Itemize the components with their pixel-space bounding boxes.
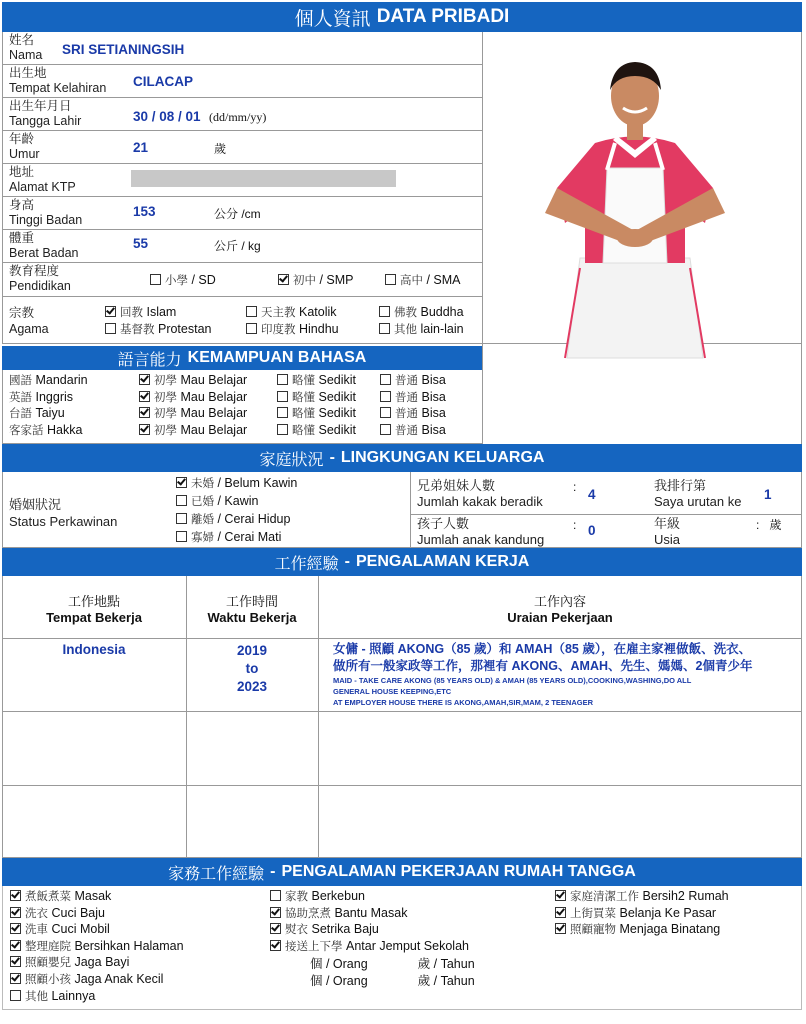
address-redacted — [131, 170, 396, 187]
edu-opt-smp[interactable]: 初中 / SMP — [278, 272, 354, 288]
lang-hakka-basic[interactable]: 初學 Mau Belajar — [139, 422, 247, 438]
lang-row-taiyu: 台語 Taiyu 初學 Mau Belajar 略懂 Sedikit 普通 Bisa — [9, 406, 446, 420]
education-label: 教育程度 Pendidikan — [9, 264, 71, 293]
checkbox[interactable] — [176, 531, 187, 542]
family-bar: 家庭狀況 - LINGKUNGAN KELUARGA — [2, 444, 802, 472]
hh-jaga-bayi[interactable]: 照顧嬰兒 Jaga Bayi — [10, 954, 184, 971]
household-bar: 家務工作經驗 - PENGALAMAN PEKERJAAN RUMAH TANGGA — [2, 858, 802, 886]
siblings-value: 4 — [588, 487, 596, 502]
biodata-page: 個人資訊 DATA PRIBADI 姓名 Nama SRI SETIANINGSIH 出生地 Tempat Kelahiran CILACAP 出生年月日 Tangga Lahir 30 / 08 / 01 (dd/mm/yy) 年齡 Umur 21 歲 地址 Alamat KTP 身高 Tinggi Badan 153 公分 /cm 體重 Berat Badan 55 公斤 / kg 教育程度 Pendidikan 小學 / SD 初中 / SMP 高中 / SMA 宗教 Agama 回教 Islam 天主教 Katolik 佛教 Buddha 基督教 Protestan 印度教 Hindhu 其他 lain-lain 語言能力 KEMAMPUAN BAHASA 國語 Mandarin 初學 Mau Belajar 略懂 Sedikit 普通 Bisa 英語 Inggris 初學 Mau Belajar 略懂 Sedikit 普通 Bisa 台語 Taiyu 初學 Mau Belajar 略懂 Sedikit 普通 Bisa 客家話 Hakka 初學 Mau Belajar 略懂 Sedikit 普通 Bisa 家庭狀況 - LINGKUNGAN KELUARGA 婚姻狀況 Status Perkawinan 未婚 / Belum Kawin 已婚 / Kawin 離婚 / Cerai Hidup 寡婦 / Cerai Mati 兄弟姐妹人數 Jumlah kakak beradik : 4 我排行第 Saya urutan ke 1 孩子人數 Jumlah anak kandung : 0 年級 Usia : 歲 工作經驗 - PENGALAMAN KERJA 工作地點 Tempat Bekerja 工作時間 Waktu Bekerja 工作內容 Uraian Pekerjaan Indonesia 2019 to 2023 女傭 - 照顧 AKONG（85 歲）和 AMAH（85 歲），在雇主家裡做飯、洗衣、 做所有一般家政等工作，那裡有 AKONG、AMAH、先生、媽媽、2個青少年 MAID - TAKE CARE AKONG (85 YEARS OLD) & AMAH (85 YEARS OLD),COOKING,WASHING,DO ALL GENERAL HOUSE KEEPING,ETC AT EMPLOYER HOUSE THERE IS AKONG,AMAH,SIR,MAM, 2 TEENAGER 家務工作經驗 - PENGALAMAN PEKERJAAN RUMAH TANGGA 煮飯煮菜 Masak 洗衣 Cuci Baju 洗車 Cuci Mobil 整理庭院 Bersihkan Halaman 照顧嬰兒 Jaga Bayi 照顧小孩 Jaga Anak Kecil 其他 Lainnya 家教 Berkebun 協助烹煮 Bantu Masak 熨衣 Setrika Baju 接送上下學 Antar Jemput Sekolah 個 / Orang 歲 / Tahun 個 / Orang 歲 / Tahun 家庭清潔工作 Bersih2 Rumah 上街買菜 Belanja Ke Pasar 照顧寵物 Menjaga Binatang — [0, 0, 806, 1024]
lang-row-inggris: 英語 Inggris 初學 Mau Belajar 略懂 Sedikit 普通 Bisa — [9, 389, 446, 404]
weight-label: 體重 Berat Badan — [9, 231, 79, 260]
age-value: 21 — [133, 140, 149, 155]
hh-halaman[interactable]: 整理庭院 Bersihkan Halaman — [10, 938, 184, 955]
checkbox[interactable] — [277, 424, 288, 435]
hh-bantu-masak[interactable]: 協助烹煮 Bantu Masak — [270, 905, 475, 922]
profile-photo — [535, 58, 735, 360]
age-label: 年齡 Umur — [9, 132, 40, 161]
work-place: Indonesia — [62, 642, 126, 657]
lang-inggris-fluent[interactable]: 普通 Bisa — [380, 389, 446, 405]
name-value: SRI SETIANINGSIH — [62, 42, 185, 57]
religion-label: 宗教 Agama — [9, 306, 49, 336]
col-place-header: 工作地點 Tempat Bekerja — [46, 594, 142, 625]
language-rows — [9, 372, 479, 438]
marital-label: 婚姻狀況 Status Perkawinan — [9, 497, 118, 529]
lang-hakka-some[interactable]: 略懂 Sedikit — [277, 422, 356, 438]
header-bar — [2, 2, 802, 32]
lang-hakka-fluent[interactable]: 普通 Bisa — [380, 422, 446, 438]
lang-mandarin-basic[interactable]: 初學 Mau Belajar — [139, 372, 247, 388]
lang-row-hakka: 客家話 Hakka 初學 Mau Belajar 略懂 Sedikit 普通 Bisa — [9, 422, 446, 437]
checkbox[interactable] — [139, 374, 150, 385]
marital-kawin[interactable]: 已婚 / Kawin — [176, 493, 297, 511]
language-bar: 語言能力 KEMAMPUAN BAHASA — [2, 346, 482, 370]
checkbox[interactable] — [176, 495, 187, 506]
marital-cerai-hidup[interactable]: 離婚 / Cerai Hidup — [176, 511, 297, 529]
rel-hindhu-checkbox[interactable] — [246, 323, 257, 334]
hh-bersih-rumah[interactable]: 家庭清潔工作 Bersih2 Rumah — [555, 888, 729, 905]
birthdate-label: 出生年月日 Tangga Lahir — [9, 99, 82, 128]
lang-mandarin-some[interactable]: 略懂 Sedikit — [277, 372, 356, 388]
work-desc: 女傭 - 照顧 AKONG（85 歲）和 AMAH（85 歲），在雇主家裡做飯、洗衣、 做所有一般家政等工作，那裡有 AKONG、AMAH、先生、媽媽、2個青少年 MAID - TAKE CARE AKONG (85 YEARS OLD) & AMAH (85 YEARS OLD),COOKING,WASHING,DO ALL GENERAL HOUSE KEEPING,ETC AT EMPLOYER HOUSE THERE IS AKONG,AMAH,SIR,MAM, 2 TEENAGER — [333, 642, 753, 707]
hh-binatang[interactable]: 照顧寵物 Menjaga Binatang — [555, 921, 729, 938]
weight-value: 55 — [133, 236, 149, 251]
header-zh: 個人資訊 — [294, 8, 371, 30]
birthdate-value: 30 / 08 / 01 — [133, 109, 201, 124]
checkbox[interactable] — [139, 407, 150, 418]
birthdate-value-wrap — [133, 108, 266, 126]
height-unit: 公分 /cm — [214, 207, 261, 221]
hh-lainnya[interactable]: 其他 Lainnya — [10, 988, 184, 1005]
age-unit: 歲 — [214, 142, 227, 156]
checkbox[interactable] — [380, 391, 391, 402]
work-period: 2019 to 2023 — [236, 643, 268, 694]
children-value: 0 — [588, 523, 596, 538]
height-label: 身高 Tinggi Badan — [9, 198, 83, 227]
rel-islam-checkbox[interactable] — [105, 306, 116, 317]
checkbox[interactable] — [277, 374, 288, 385]
checkbox[interactable] — [139, 424, 150, 435]
rel-opt-katolik[interactable]: 天主教 Katolik — [246, 304, 337, 320]
household-frame — [2, 886, 802, 1010]
lang-mandarin-fluent[interactable]: 普通 Bisa — [380, 372, 446, 388]
hh-berkebun[interactable]: 家教 Berkebun — [270, 888, 475, 905]
edu-opt-sma[interactable]: 高中 / SMA — [385, 272, 461, 288]
child-age-label: 年級 Usia — [654, 516, 681, 547]
marital-belum-kawin[interactable]: 未婚 / Belum Kawin — [176, 475, 297, 493]
rel-opt-hindhu[interactable]: 印度教 Hindhu — [246, 321, 339, 337]
hh-cuci-baju[interactable]: 洗衣 Cuci Baju — [10, 905, 184, 922]
hh-setrika[interactable]: 熨衣 Setrika Baju — [270, 921, 475, 938]
checkbox[interactable] — [139, 391, 150, 402]
rel-opt-buddha[interactable]: 佛教 Buddha — [379, 304, 464, 320]
children-label: 孩子人數 Jumlah anak kandung — [417, 516, 545, 547]
weight-unit: 公斤 / kg — [214, 239, 261, 253]
edu-sd-checkbox[interactable] — [150, 274, 161, 285]
lang-inggris-some[interactable]: 略懂 Sedikit — [277, 389, 356, 405]
edu-sma-checkbox[interactable] — [385, 274, 396, 285]
siblings-label: 兄弟姐妹人數 Jumlah kakak beradik — [417, 478, 543, 509]
lang-taiyu-fluent[interactable]: 普通 Bisa — [380, 405, 446, 421]
lang-taiyu-basic[interactable]: 初學 Mau Belajar — [139, 405, 247, 421]
child-age-unit: : 歲 — [756, 518, 782, 532]
marital-cerai-mati[interactable]: 寡婦 / Cerai Mati — [176, 529, 297, 547]
hh-masak[interactable]: 煮飯煮菜 Masak — [10, 888, 184, 905]
order-value: 1 — [764, 487, 772, 502]
rel-opt-protestan[interactable]: 基督教 Protestan — [105, 321, 212, 337]
hh-count-row-1: 個 / Orang 歲 / Tahun — [310, 957, 475, 972]
checkbox[interactable] — [277, 407, 288, 418]
order-label: 我排行第 Saya urutan ke — [654, 478, 742, 509]
hh-belanja[interactable]: 上街買菜 Belanja Ke Pasar — [555, 905, 729, 922]
hh-cuci-mobil[interactable]: 洗車 Cuci Mobil — [10, 921, 184, 938]
rel-katolik-checkbox[interactable] — [246, 306, 257, 317]
checkbox[interactable] — [277, 391, 288, 402]
height-value: 153 — [133, 204, 156, 219]
col-desc-header: 工作內容 Uraian Pekerjaan — [507, 594, 613, 625]
birthdate-format: (dd/mm/yy) — [209, 110, 267, 124]
edu-opt-sd[interactable]: 小學 / SD — [150, 272, 216, 288]
checkbox[interactable] — [176, 477, 187, 488]
name-label: 姓名 Nama — [9, 33, 43, 62]
rel-opt-islam[interactable]: 回教 Islam — [105, 304, 176, 320]
lang-inggris-basic[interactable]: 初學 Mau Belajar — [139, 389, 247, 405]
col-time-header: 工作時間 Waktu Bekerja — [207, 594, 297, 625]
birthplace-value: CILACAP — [133, 74, 193, 89]
birthplace-label: 出生地 Tempat Kelahiran — [9, 66, 107, 95]
lang-row-mandarin: 國語 Mandarin 初學 Mau Belajar 略懂 Sedikit 普通 Bisa — [9, 373, 446, 387]
checkbox[interactable] — [380, 374, 391, 385]
address-label: 地址 Alamat KTP — [9, 165, 76, 194]
marital-options — [176, 475, 297, 547]
work-bar: 工作經驗 - PENGALAMAN KERJA — [2, 548, 802, 576]
hh-antar-jemput[interactable]: 接送上下學 Antar Jemput Sekolah — [270, 938, 475, 955]
maid-photo-illustration — [535, 58, 735, 360]
rel-buddha-checkbox[interactable] — [379, 306, 390, 317]
checkbox[interactable] — [380, 407, 391, 418]
rel-lain-checkbox[interactable] — [379, 323, 390, 334]
hh-jaga-anak[interactable]: 照顧小孩 Jaga Anak Kecil — [10, 971, 184, 988]
lang-taiyu-some[interactable]: 略懂 Sedikit — [277, 405, 356, 421]
header-en: DATA PRIBADI — [376, 6, 510, 27]
rel-opt-lain[interactable]: 其他 lain-lain — [379, 321, 464, 337]
rel-protestan-checkbox[interactable] — [105, 323, 116, 334]
edu-smp-checkbox[interactable] — [278, 274, 289, 285]
checkbox[interactable] — [380, 424, 391, 435]
checkbox[interactable] — [176, 513, 187, 524]
hh-count-row-2: 個 / Orang 歲 / Tahun — [310, 973, 475, 988]
